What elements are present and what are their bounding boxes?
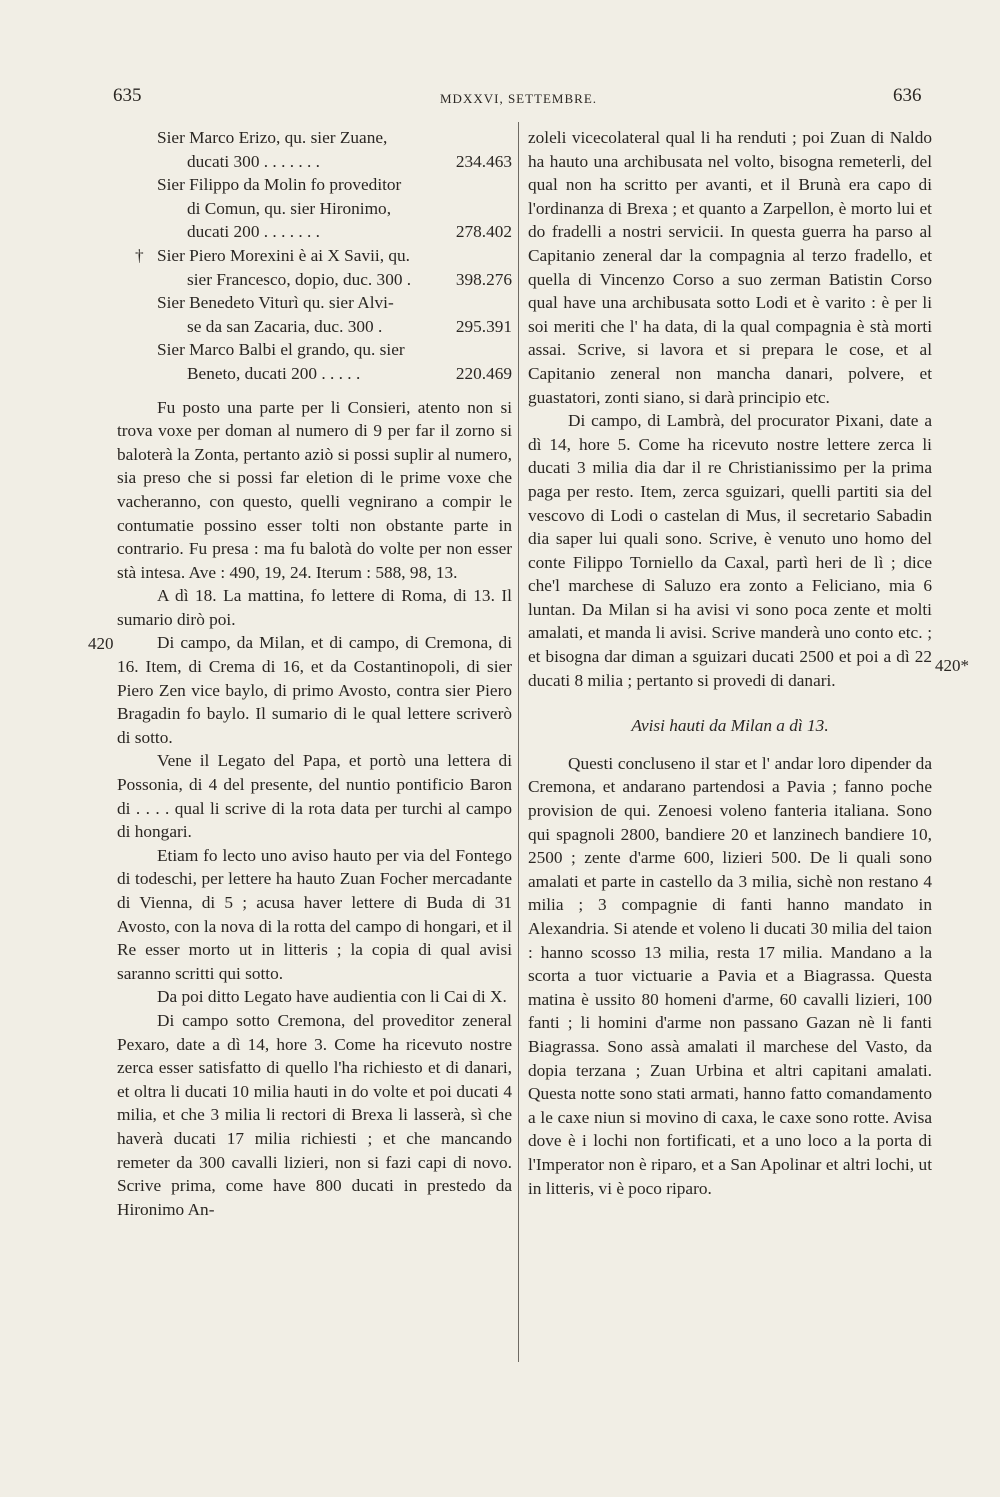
entry-detail: se da san Zacaria, duc. 300 . 295.391	[157, 315, 512, 339]
entry-votes: 220.469	[455, 363, 512, 383]
entry-name: Sier Piero Morexini è ai X Savii, qu.	[157, 245, 410, 265]
vote-entry	[117, 126, 512, 173]
cross-icon: †	[135, 245, 144, 265]
paragraph: Di campo, di Lambrà, del procurator Pixani, date a dì 14, hore 5. Come ha ricevuto nostre lettere zerca li ducati 3 milia dia dar il re Christianissimo per la prima paga per resto. Item, zerca sguizari, quelli partiti sia del vescovo di Lodi o castelan di Mus, il secretario Sabadin dia saper lui quali sono. Scrive, è venuto uno homo del conte Filippo Torniello da Caxal, partì heri de lì ; dice che'l marchese di Saluzo era zonto a Feliciano, mia 6 luntan. Da Milan si ha avisi vi sono poca zente et molti amalati, et manda li avisi. Scrive manderà uno conto etc. ; et bisogna dar diman a sguizari ducati 2500 et poi a dì 22 ducati 8 milia ; pertanto si provedi di danari.	[528, 411, 932, 690]
paragraph: Di campo sotto Cremona, del proveditor zeneral Pexaro, date a dì 14, hore 3. Come ha ricevuto nostre zerca esser satisfatto di quello l'ha richiesto et di danari, et oltra li ducati 10 milia hauti in do volte et poi ducati 4 milia, et che 3 milia li rectori di Brexa li lasserà, sì che haverà ducati 17 milia richiesti ; et che mancando remeter da 300 cavalli lizieri, non si fazi capi di novo. Scrive prima, come have 800 ducati in prestedo da Hironimo An-	[117, 1010, 512, 1219]
vote-entry	[117, 291, 512, 338]
entry-detail: ducati 200 . . . . . . . 278.402	[157, 220, 512, 244]
vote-entry	[117, 173, 512, 244]
right-column	[528, 126, 932, 1200]
entry-votes: 295.391	[455, 316, 512, 336]
vote-entry	[117, 338, 512, 385]
page-number-left: 635	[113, 85, 142, 106]
entry-votes: 234.463	[455, 151, 512, 171]
page-number-right: 636	[893, 85, 922, 106]
entry-detail: ducati 300 . . . . . . . 234.463	[157, 150, 512, 174]
entry-votes: 278.402	[455, 222, 512, 242]
entry-name: Sier Filippo da Molin fo proveditor	[157, 175, 402, 195]
column-divider	[518, 122, 519, 1362]
vote-entry	[117, 244, 512, 291]
paragraph: Etiam fo lecto uno aviso hauto per via del Fontego di todeschi, per lettere ha hauto Zuan Focher mercadante di Vienna, di 5 ; acusa haver lettere di Buda di 31 Avosto, con la nova di la rotta del campo di hongari, et il Re esser morto ut in litteris ; la copia di qual avisi saranno scritti qui sotto.	[117, 845, 512, 983]
entry-detail: sier Francesco, dopio, duc. 300 . 398.276	[157, 268, 512, 292]
paragraph: Questi concluseno il star et l' andar loro dipender da Cremona, et andarano partendosi a Pavia ; fanno poche provision de qui. Zenoesi voleno fanteria italiana. Sono qui spagnoli 2800, bandiere 20 et lanzinech bandiere 10, 2500 ; zente d'arme 600, lizieri 500. De li quali sono amalati et parte in castello da 3 milia, sichè non restano 4 milia ; 3 compagnie di fanti hanno mandato in Alexandria. Si atende et voleno li ducati 30 milia del taion : hanno scosso 13 milia, resta 17 milia. Mandano a la scorta a tuor victuarie a Pavia et a Biagrassa. Questa matina è ussito 80 homeni d'arme, 60 cavalli lizieri, 100 fanti ; li homini d'arme non passano Gazan nè li fanti Biagrassa. Sono assà amalati il marchese del Vasto, da dopia terzana ; Zuan Urbina et altri capitani amalati. Questa notte sono stati armati, hanno fatto comandamento a le caxe niun si movino di caxa, le caxe sono rotte. Avisa dove è i lochi non fortificati, et a uno loco a la porta di l'Imperator non è riparo, et a San Apolinar et altri lochi, ut in litteris, vi è poco riparo.	[528, 753, 932, 1198]
section-heading: Avisi hauti da Milan a dì 13.	[631, 716, 829, 736]
paragraph: Vene il Legato del Papa, et portò una lettera di Possonia, di 4 del presente, del nuntio pontificio Baron di . . . . qual li scrive di la rota data per turchi al campo di hongari.	[117, 751, 512, 842]
entry-votes: 398.276	[455, 269, 512, 289]
entry-detail: Beneto, ducati 200 . . . . . 220.469	[157, 362, 512, 386]
running-header	[0, 85, 1000, 115]
entry-name: Sier Benedeto Viturì qu. sier Alvi-	[157, 293, 394, 313]
paragraph: A dì 18. La mattina, fo lettere di Roma, di 13. Il sumario dirò poi.	[117, 586, 512, 629]
paragraph: Fu posto una parte per li Consieri, atento non si trova voxe per doman al numero di 9 per far il zorno si baloterà la Zonta, pertanto aziò si possi suplir al numero, sia preso che si possi far eletion di le prime voxe che vacheranno, con questo, quelli vegnirano a compir le contumatie possino esser tolti non obstante parte in contrario. Fu presa : ma fu balotà do volte per non esser stà intesa. Ave : 490, 19, 24. Iterum : 588, 98, 13.	[117, 397, 512, 582]
margin-folio-right: 420*	[935, 656, 969, 675]
entry-name: Sier Marco Balbi el grando, qu. sier	[157, 340, 405, 360]
paragraph: zoleli vicecolateral qual li ha renduti ; poi Zuan di Naldo ha hauto una archibusata nel volto, bisogna remeterli, del qual non ha scritto per avanti, et il Brunà era capo di l'ordinanza di Brexa ; et quanto a Zarpellon, è morto lui et do fradelli a nostri servicii. In questa guerra ha parso al Capitanio zeneral dar la compagnia al terzo fradello, et quella di Vincenzo Corso a suo zerman Batistin Corso qual have una archibusata sotto Lodi et è varito : è per li soi meriti che l' ha data, di la qual compagnia è stà morti assai. Scrive, si lavora et si prepara le cose, et al Capitanio zeneral non mancha danari, polvere, et guastatori, zonti siano, si darà principio etc.	[528, 128, 932, 407]
entry-name: Sier Marco Erizo, qu. sier Zuane,	[157, 128, 388, 147]
paragraph: Da poi ditto Legato have audientia con li Cai di X.	[157, 987, 507, 1007]
margin-folio-left: 420	[88, 634, 114, 653]
running-title: MDXXVI, SETTEMBRE.	[440, 91, 598, 106]
left-column	[117, 126, 512, 1221]
paragraph: Di campo, da Milan, et di campo, di Cremona, di 16. Item, di Crema di 16, et da Costantinopoli, di sier Piero Zen vice baylo, di primo Avosto, contra sier Piero Bragadin fo baylo. Il sumario di le qual lettere scriverò di sotto.	[117, 633, 512, 747]
entry-detail-extra: di Comun, qu. sier Hironimo,	[187, 198, 392, 218]
